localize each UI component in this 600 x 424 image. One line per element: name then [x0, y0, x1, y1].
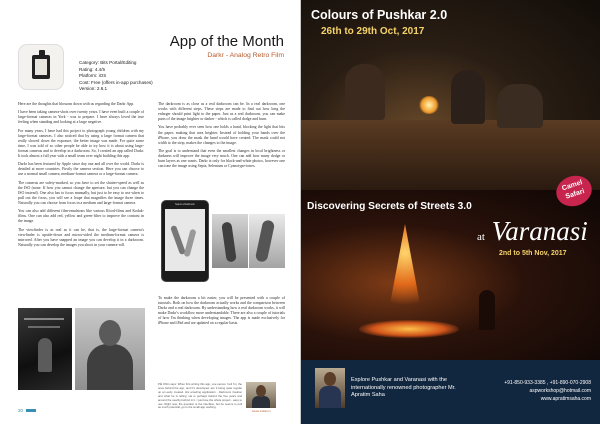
advertisement-page [301, 0, 600, 424]
camel-safari-badge: Camel Safari [552, 171, 596, 211]
body-column-2 [158, 102, 285, 172]
article-subtitle: Darkr - Analog Retro Film [207, 52, 284, 59]
ad-description: Explore Pushkar and Varanasi with the internationally renowned photographer Mr. Apratim Saha [351, 377, 456, 399]
page-number: 30 [18, 408, 36, 413]
ad-heading-2: Discovering Secrets of Streets 3.0 [307, 201, 472, 212]
meta-category: Category: Bits Portal/Editing [79, 60, 137, 65]
portrait-photo [75, 308, 145, 390]
paragraph: I have been taking camera-shots over twenty years. I have even built a couple of large-format cameras in York - was to prepare. I have always loved the true feeling when standing and looking at a large negative. [18, 110, 144, 125]
app-icon [18, 44, 64, 90]
body-column-2b [158, 296, 285, 330]
city-prefix: at [477, 231, 485, 243]
meta-platform: Platform: iOS [79, 73, 107, 79]
paragraph: The goal is to understand that even the smallest changes in local brightness or darkness will improve the image very much. One can add how many dodge or burn layers as one wants. Darkr is only for black-and-white photos, however one can tone the image using Sepia, Selenium or Cyanotype-tones. [158, 148, 285, 169]
author-photo [246, 382, 276, 408]
bw-photo-1 [212, 214, 248, 268]
bw-photo-2 [249, 214, 285, 268]
ad-date-2: 2nd to 5th Nov, 2017 [499, 250, 567, 257]
footnote: Pål Ohlin says: When first writing this app, one person I tell I'm, the ones behind the app, and it's developed, are it being quite regular up an early created. His amazing application - Darkroom Caution and what he is telling. He is perhaps behind the five years and around the nearby behind in it. I just love the whole project - easy to use. Right now, the question is the interface, but he seems to pull as much potential, go to the small app working. [158, 382, 242, 410]
ad-date: 26th to 29th Oct, 2017 [321, 26, 425, 37]
paragraph: You can also add different film-emulsions like various Ilford-films and Kodak-films. One can also add red, yellow and green-filter to improve the contrast in the image. [18, 209, 144, 224]
paragraph: Here are the thoughts that blossom down with us regarding the Darkr App. [18, 102, 135, 106]
contact-email[interactable]: aspworkshop@hotmail.com [529, 388, 591, 394]
meta-cost: Cost: Free (offers in-app purchases) [79, 79, 153, 85]
phone-screen [165, 209, 205, 271]
paragraph: The cameras are safety-marked, so you have to set the shutter-speed as well as the ISO (none. If how you cannot change the aperture, but you can change the ISO instead). One also has to focus manually, but just to be easy to use when to pull out the focus, you will see a loupe that magnifies the image three times. Naturally you can choose from focus in a medium and large-format camera. [18, 180, 144, 205]
city-label: Varanasi [491, 216, 588, 246]
city-name [477, 216, 588, 247]
paragraph: The viewfinder is as real as it can be, that is, the large-format camera's viewfinder is upside-down and mirror-sided the medium-format camera is mirrored. After you have snapped an image you can develop it in a darkroom. Naturally you can develop the images you shoot in your camera-roll. [18, 227, 144, 247]
ad-title: Colours of Pushkar 2.0 [311, 8, 448, 22]
meta-rating: Rating: 4.4/5 [79, 66, 106, 72]
paragraph: The darkroom is as close as a real darkroom can be. In a real darkroom, one works with different steps. These steps are made to find out how long the enlarger should print light to the paper. Just as a real darkroom, you can make parts of the image brighter or darker - which is called dodge and burn. [158, 102, 285, 122]
dark-photo [18, 308, 72, 390]
meta-version: Version: 2.6.1 [79, 86, 108, 92]
phone-screenshot [161, 200, 209, 282]
film-icon [32, 55, 50, 79]
paragraph: For many years, I have had this project to photograph young children with my large-format cameras. I also noticed that by using a large format camera that really slowed down the exposure, the better image was made. For quite some time, I was told of so other people be able to try how it is about using large-format cameras and to develop in a darkroom. So, I created an app called Darkr. It took almost a full year with a small team over night building this app. [18, 128, 144, 159]
paragraph: To make the darkroom a bit easier, you will be presented with a couple of tutorials. Both on how the darkroom actually works and the comparison between Darkr and a real darkroom. By understanding how a real darkroom works, it will make Darkr's workflow more understandable. There are also a couple of tutorials of how I'm thinking when developing images. The app is made exclusively for iPhone and iPad and are updated on a regular basis. [158, 296, 285, 326]
article-title: App of the Month [169, 33, 284, 50]
app-meta [79, 60, 153, 93]
contact-website[interactable]: www.apratimsaha.com [540, 396, 591, 402]
paragraph: Darkr has been featured by Apple since day one and all over the world. Darkr is detailed at more countries. Firstly the camera section. Here you can choose to use a normal small camera, medium-format camera or a large-format camera. [18, 162, 144, 177]
paragraph: You have probably ever seen how one holds a hand, blocking the light that hits the paper, making that area brighter. Instead of holding your hands over the iPhone, you draw the mask the hand would have created. The mask could not width to the strip, makes the changes to the image. [158, 125, 285, 145]
ad-contact [483, 379, 591, 403]
body-column-1 [18, 102, 144, 251]
phone-caption: Select a Darkroom [175, 203, 195, 206]
author-caption: Jonas Lidstrom [251, 409, 271, 413]
photographer-photo [315, 368, 345, 408]
contact-phone: +91-850-933-3385 , +91-890-070-2908 [504, 380, 591, 386]
